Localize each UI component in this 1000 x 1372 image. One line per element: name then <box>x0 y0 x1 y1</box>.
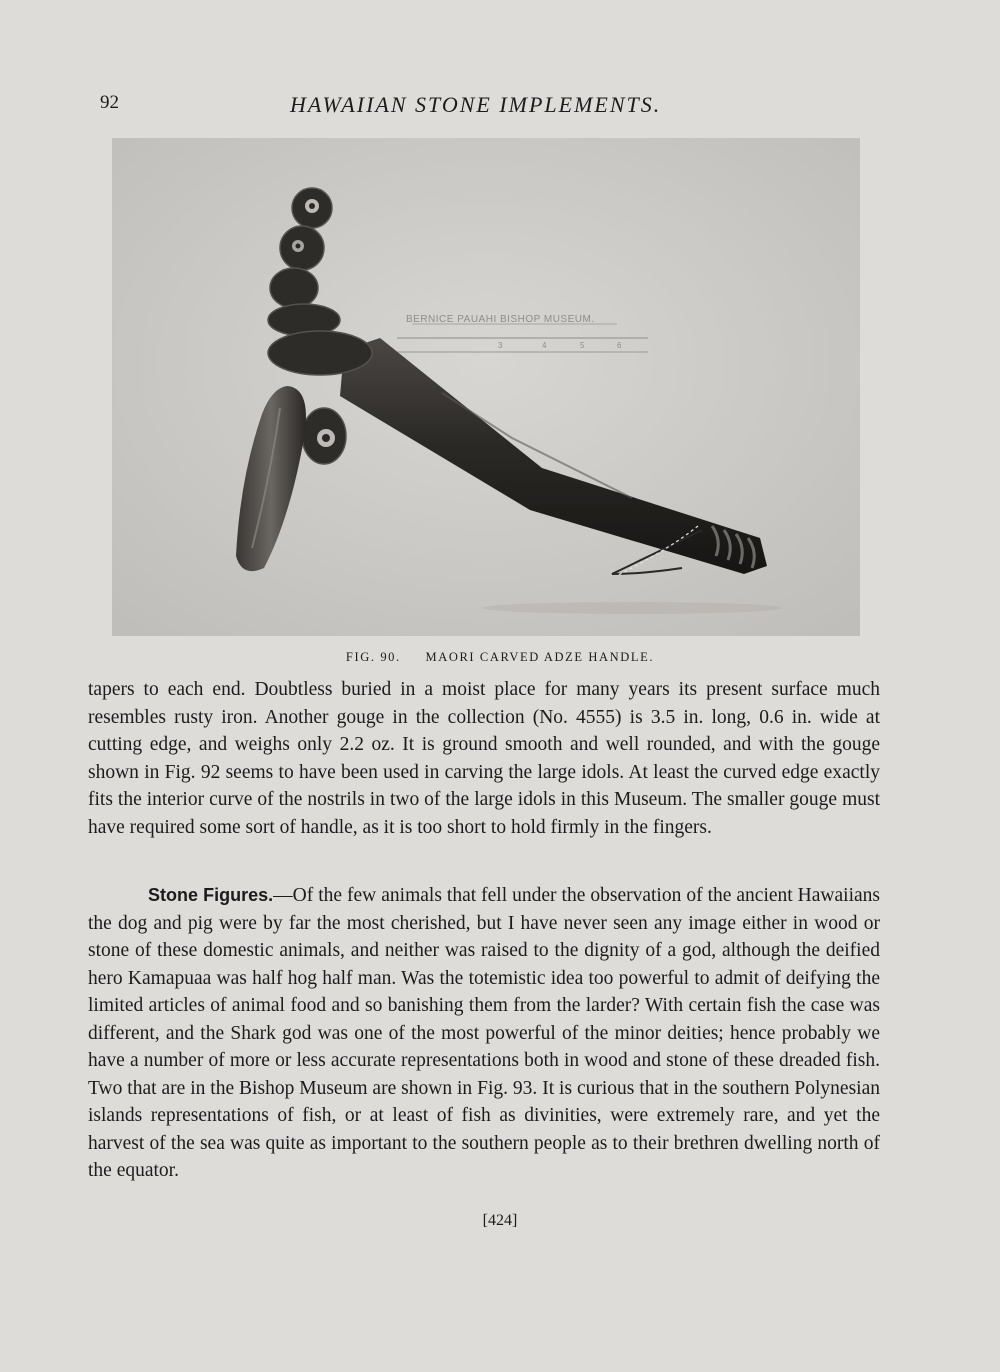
stone-figures-paragraph <box>88 882 880 1185</box>
paragraph-stone-figures <box>88 882 880 1185</box>
continuation-text: tapers to each end. Doubtless buried in a moist place for many years its present surface much resembles rusty iron. Another gouge in the collection (No. 4555) is 3.5 in. long, 0.6 in. wide at cutting edge, and weighs only 2.2 oz. It is ground smooth and well rounded, and with the gouge shown in Fig. 92 seems to have been used in carving the large idols. At least the curved edge exactly fits the interior curve of the nostrils in two of the large idols in this Museum. The smaller gouge must have required some sort of handle, as it is too short to hold firmly in the fingers. <box>88 679 880 838</box>
scale-number: 6 <box>617 341 622 350</box>
running-title: HAWAIIAN STONE IMPLEMENTS. <box>290 92 662 117</box>
folio-number: [424] <box>482 1212 518 1229</box>
figure-title: MAORI CARVED ADZE HANDLE. <box>425 650 655 664</box>
scale-number: 4 <box>542 341 547 350</box>
figure-photograph <box>112 138 860 636</box>
scale-number: 5 <box>580 341 585 350</box>
page-header <box>0 92 1000 122</box>
figure-caption <box>0 650 1000 665</box>
stone-figures-text: —Of the few animals that fell under the observation of the ancient Hawaiians the dog and pig were by far the most cherished, but I have never seen any image either in wood or stone of these domestic animals, and neither was raised to the dignity of a god, although the deified hero Kamapuaa was half hog half man. Was the totemistic idea too powerful to admit of deifying the limited articles of animal food and so banishing them from the larder? With certain fish the case was different, and the Shark god was one of the most powerful of the minor deities; hence probably we have a number of more or less accurate representations both in wood and stone of these dreaded fish. Two that are in the Bishop Museum are shown in Fig. 93. It is curious that in the southern Polynesian islands representations of fish, or at least of fish as divinities, were extremely rare, and yet the harvest of the sea was quite as important to the southern people as to their brethren dwelling north of the equator. <box>88 885 880 1181</box>
scale-number: 3 <box>498 341 503 350</box>
paragraph-continuation <box>88 676 880 841</box>
figure-number: FIG. 90. <box>345 650 401 664</box>
page-number: 92 <box>100 92 119 113</box>
section-heading: Stone Figures. <box>148 885 274 905</box>
museum-label: BERNICE PAUAHI BISHOP MUSEUM. <box>406 314 595 325</box>
